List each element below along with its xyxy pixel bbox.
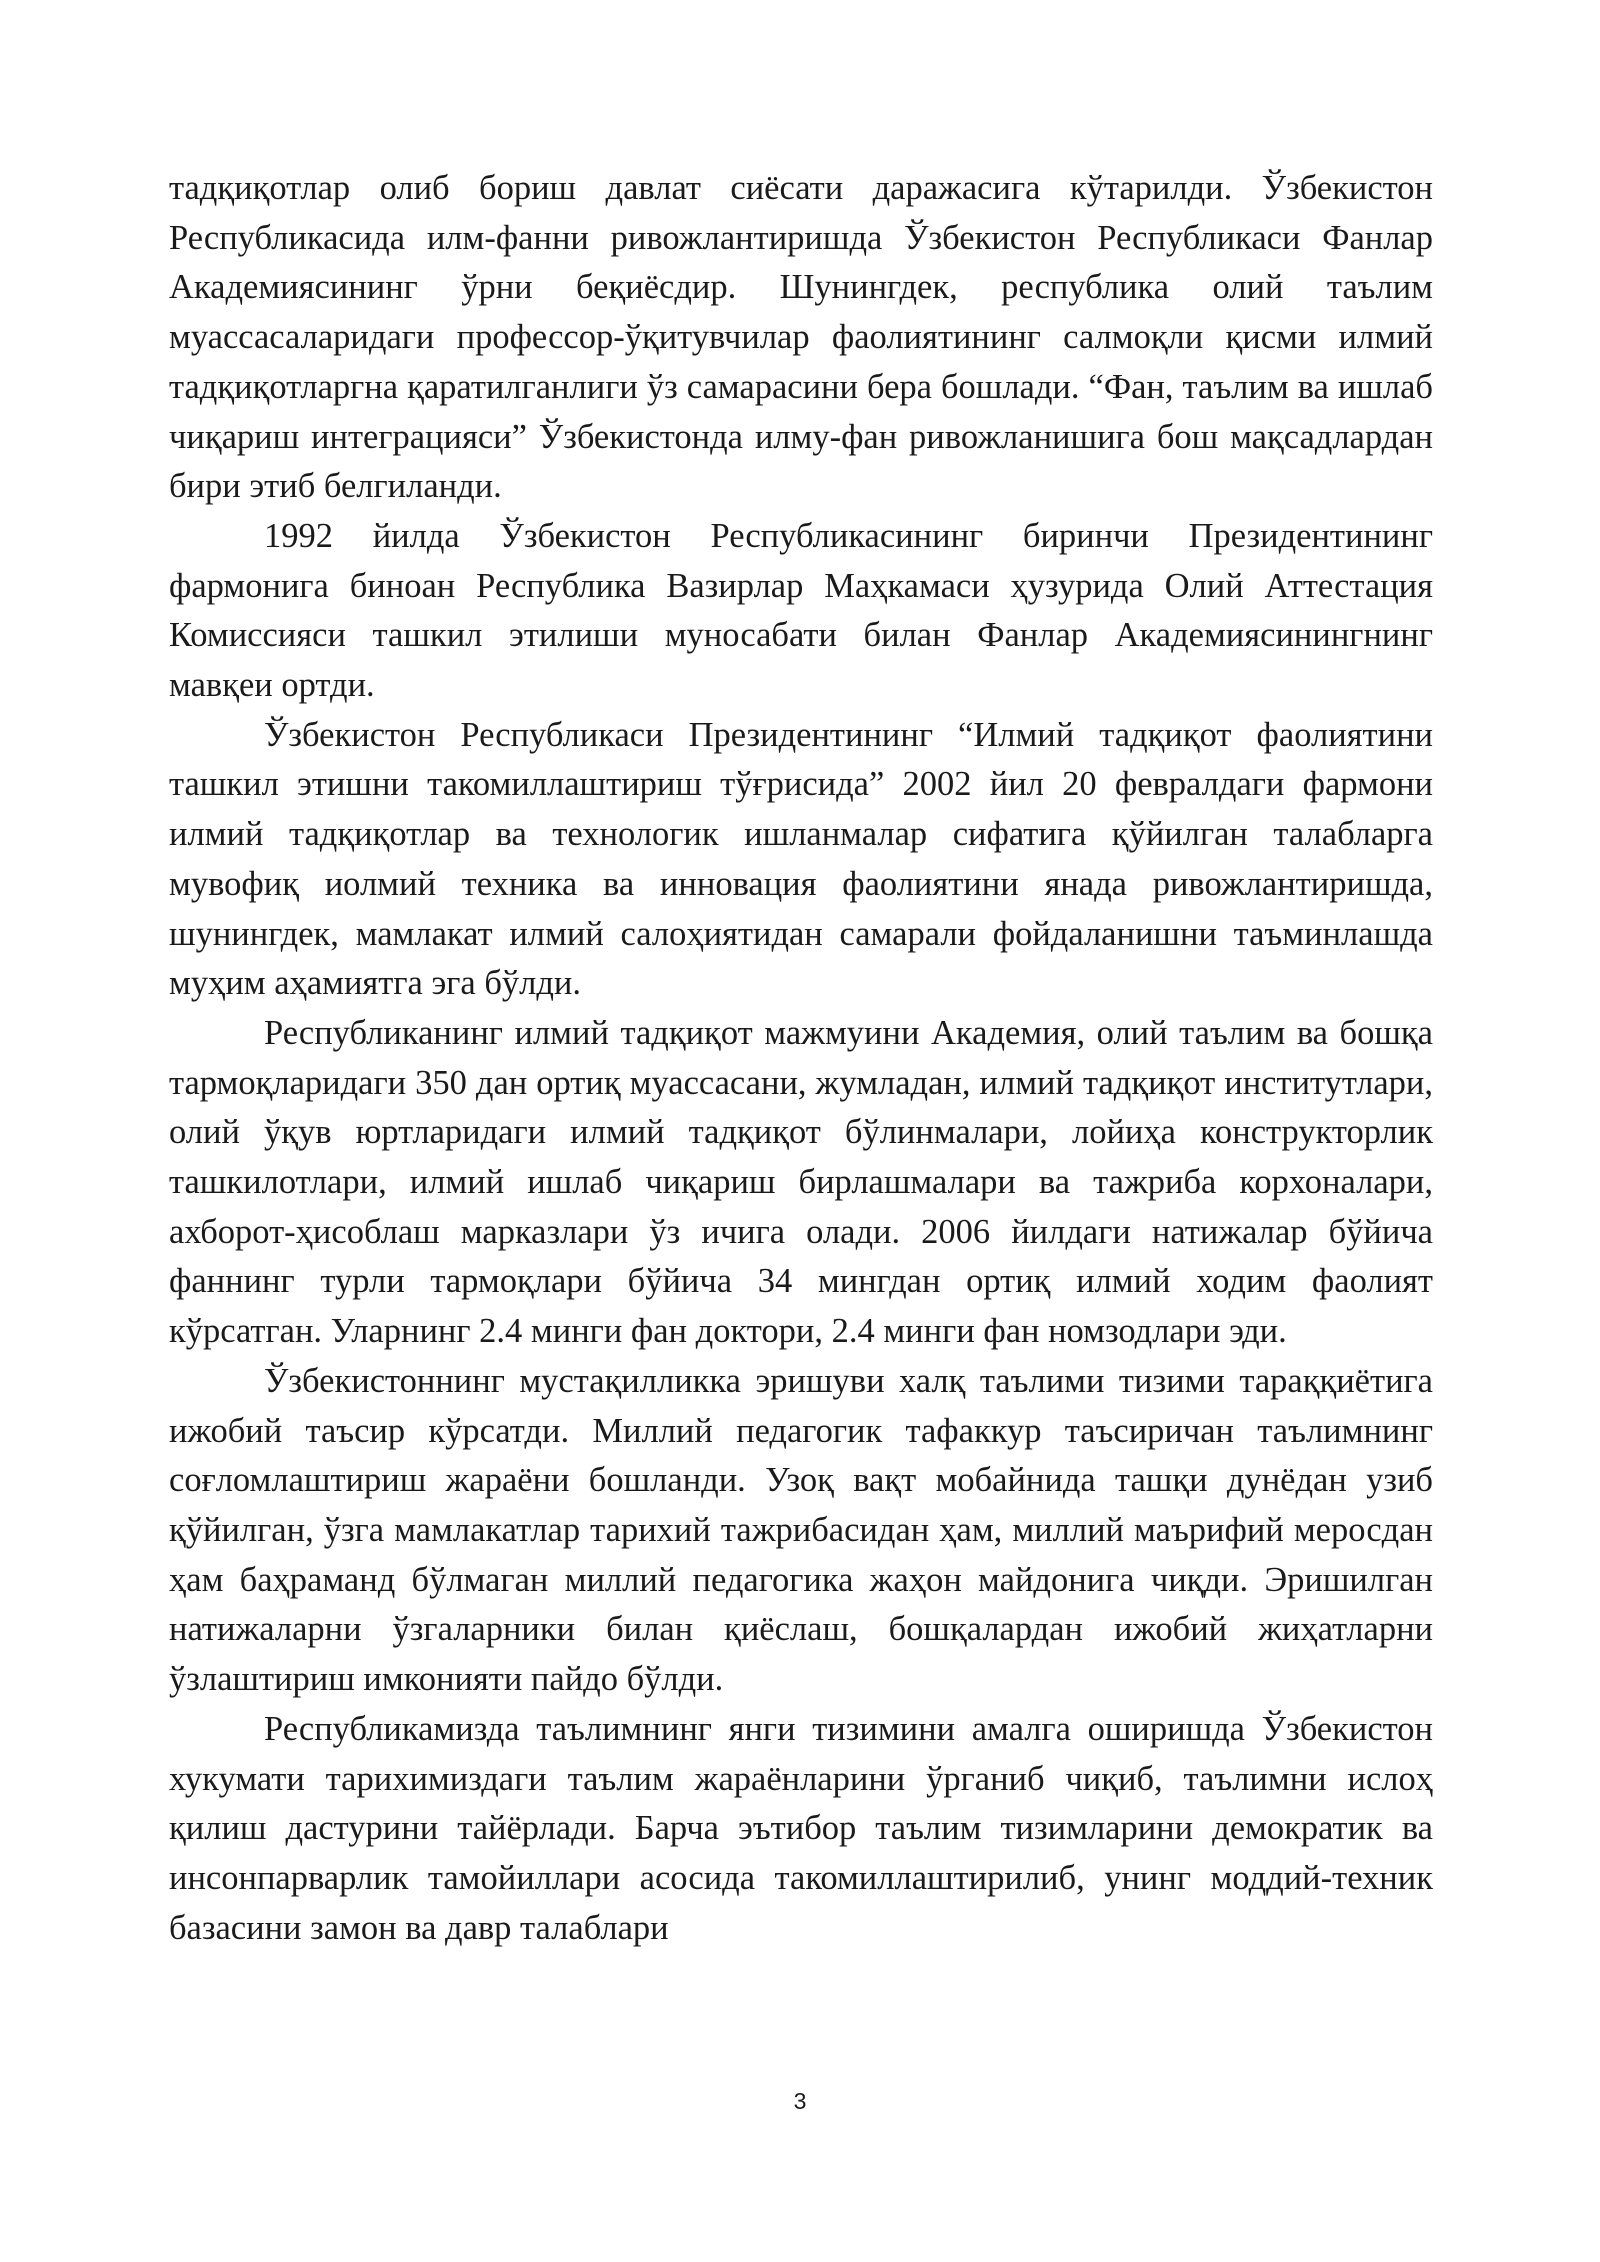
paragraph: Республиканинг илмий тадқиқот мажмуини Академия, олий таълим ва бошқа тармоқларидаги 350 дан ортиқ муассасани, жумладан, илмий тадқиқот институтлари, олий ўқув юртларидаги илмий тадқиқот бўлинмалари, лойиҳа конструкторлик ташкилотлари, илмий ишлаб чиқариш бирлашмалари ва тажриба корхоналари, ахборот-ҳисоблаш марказлари ўз ичига олади. 2006 йилдаги натижалар бўйича фаннинг турли тармоқлари бўйича 34 мингдан ортиқ илмий ходим фаолият кўрсатган. Уларнинг 2.4 минги фан доктори, 2.4 минги фан номзодлари эди. — [169, 1013, 1433, 1351]
paragraph: Республикамизда таълимнинг янги тизимини амалга оширишда Ўзбекистон хукумати тарихимиздаги таълим жараёнларини ўрганиб чиқиб, таълимни ислоҳ қилиш дастурини тайёрлади. Барча эътибор таълим тизимларини демократик ва инсонпарварлик тамойиллари асосида такомиллаштирилиб, унинг моддий-техник базасини замон ва давр талаблари — [169, 1709, 1433, 1947]
page-number: 3 — [793, 2088, 807, 2114]
body-text — [169, 164, 1433, 1953]
paragraph: 1992 йилда Ўзбекистон Республикасининг биринчи Президентининг фармонига биноан Республика Вазирлар Маҳкамаси ҳузурида Олий Аттестация Комиссияси ташкил этилиши муносабати билан Фанлар Академиясинингнинг мавқеи ортди. — [169, 516, 1433, 705]
paragraph: Ўзбекистоннинг мустақилликка эришуви халқ таълими тизими тараққиётига ижобий таъсир кўрсатди. Миллий педагогик тафаккур таъсиричан таълимнинг соғломлаштириш жараёни бошланди. Узоқ вақт мобайнида ташқи дунёдан узиб қўйилган, ўзга мамлакатлар тарихий тажрибасидан ҳам, миллий маърифий меросдан ҳам баҳраманд бўлмаган миллий педагогика жаҳон майдонига чиқди. Эришилган натижаларни ўзгаларники билан қиёслаш, бошқалардан ижобий жиҳатларни ўзлаштириш имконияти пайдо бўлди. — [169, 1361, 1433, 1699]
paragraph: тадқиқотлар олиб бориш давлат сиёсати даражасига кўтарилди. Ўзбекистон Республикасида илм-фанни ривожлантиришда Ўзбекистон Республикаси Фанлар Академиясининг ўрни беқиёсдир. Шунингдек, республика олий таълим муассасаларидаги профессор-ўқитувчилар фаолиятининг салмоқли қисми илмий тадқиқотларгна қаратилганлиги ўз самарасини бера бошлади. “Фан, таълим ва ишлаб чиқариш интеграцияси” Ўзбекистонда илму-фан ривожланишига бош мақсадлардан бири этиб белгиланди. — [169, 169, 1433, 506]
paragraph: Ўзбекистон Республикаси Президентининг “Илмий тадқиқот фаолиятини ташкил этишни такомиллаштириш тўғрисида” 2002 йил 20 февралдаги фармони илмий тадқиқотлар ва технологик ишланмалар сифатига қўйилган талабларга мувофиқ иолмий техника ва инновация фаолиятини янада ривожлантиришда, шунингдек, мамлакат илмий салоҳиятидан самарали фойдаланишни таъминлашда муҳим аҳамиятга эга бўлди. — [169, 715, 1433, 1003]
